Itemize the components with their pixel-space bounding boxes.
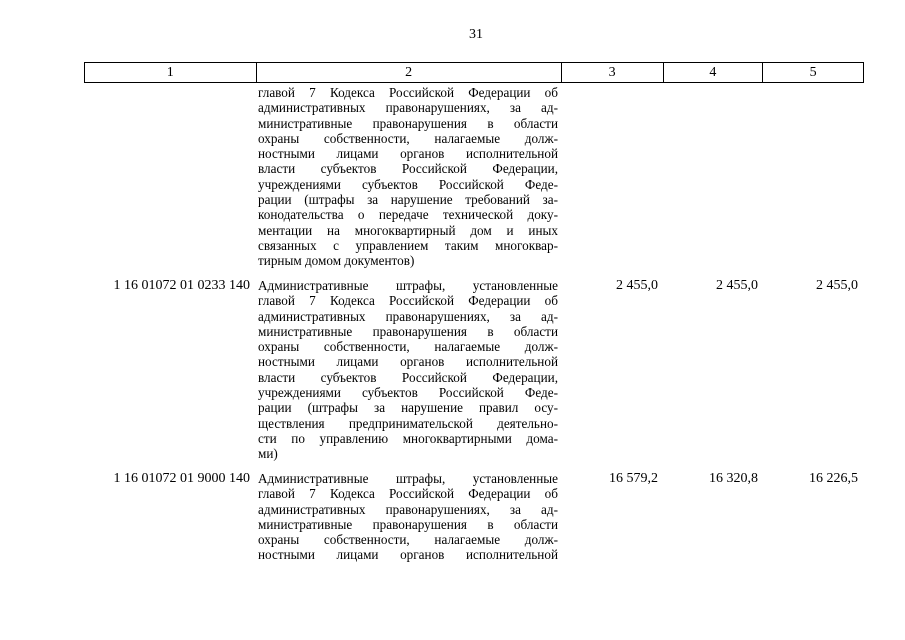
column-header-5: 5 (809, 65, 817, 80)
value-col4: 2 455,0 (716, 278, 758, 293)
description-line: рации (штрафы за нарушение правил осу- (258, 400, 558, 416)
value-col4: 16 320,8 (709, 471, 758, 486)
column-header-2: 2 (257, 63, 562, 82)
page-number: 31 (469, 27, 483, 42)
description-line: охраны собственности, налагаемые долж- (258, 130, 558, 146)
description-line: власти субъектов Российской Федерации, (258, 161, 558, 177)
description-line: Административные штрафы, установленные (258, 471, 558, 486)
description-line: министративные правонарушения в области (258, 516, 558, 532)
description-line: ми) (258, 446, 278, 462)
description-line: административных правонарушениях, за ад- (258, 501, 558, 517)
value-col5: 16 226,5 (809, 471, 858, 486)
description-line: власти субъектов Российской Федерации, (258, 369, 558, 385)
description-line: учреждениями субъектов Российской Феде- (258, 385, 558, 401)
budget-code: 1 16 01072 01 0233 140 (113, 278, 250, 293)
row-description (258, 278, 558, 462)
description-line: охраны собственности, налагаемые долж- (258, 339, 558, 355)
description-line: ностными лицами органов исполнительной (258, 146, 558, 162)
description-line: конодательства о передаче технической доку- (258, 207, 558, 223)
row-description (258, 471, 558, 563)
value-col3: 2 455,0 (616, 278, 658, 293)
table-header-row (84, 62, 864, 83)
description-line: ностными лицами органов исполнительной (258, 547, 558, 563)
description-line: ществления предпринимательской деятельно- (258, 415, 558, 431)
description-line: охраны собственности, налагаемые долж- (258, 532, 558, 548)
description-line: ностными лицами органов исполнительной (258, 354, 558, 370)
description-line: административных правонарушениях, за ад- (258, 100, 558, 116)
description-line: тирным домом документов) (258, 253, 415, 269)
description-line: Административные штрафы, установленные (258, 278, 558, 293)
budget-code: 1 16 01072 01 9000 140 (113, 471, 250, 486)
column-header-1: 1 (85, 63, 257, 82)
row-description (258, 85, 558, 269)
column-header-4: 4 (664, 63, 764, 82)
description-line: главой 7 Кодекса Российской Федерации об (258, 486, 558, 502)
description-line: учреждениями субъектов Российской Феде- (258, 176, 558, 192)
description-line: министративные правонарушения в области (258, 323, 558, 339)
description-line: рации (штрафы за нарушение требований за- (258, 192, 558, 208)
column-header-3: 3 (562, 63, 664, 82)
description-line: сти по управлению многоквартирными дома- (258, 430, 558, 446)
description-line: главой 7 Кодекса Российской Федерации об (258, 293, 558, 309)
description-line: связанных с управлением таким многоквар- (258, 237, 558, 253)
description-line: главой 7 Кодекса Российской Федерации об (258, 85, 558, 100)
description-line: административных правонарушениях, за ад- (258, 308, 558, 324)
description-line: ментации на многоквартирный дом и иных (258, 222, 558, 238)
value-col5: 2 455,0 (816, 278, 858, 293)
description-line: министративные правонарушения в области (258, 115, 558, 131)
value-col3: 16 579,2 (609, 471, 658, 486)
